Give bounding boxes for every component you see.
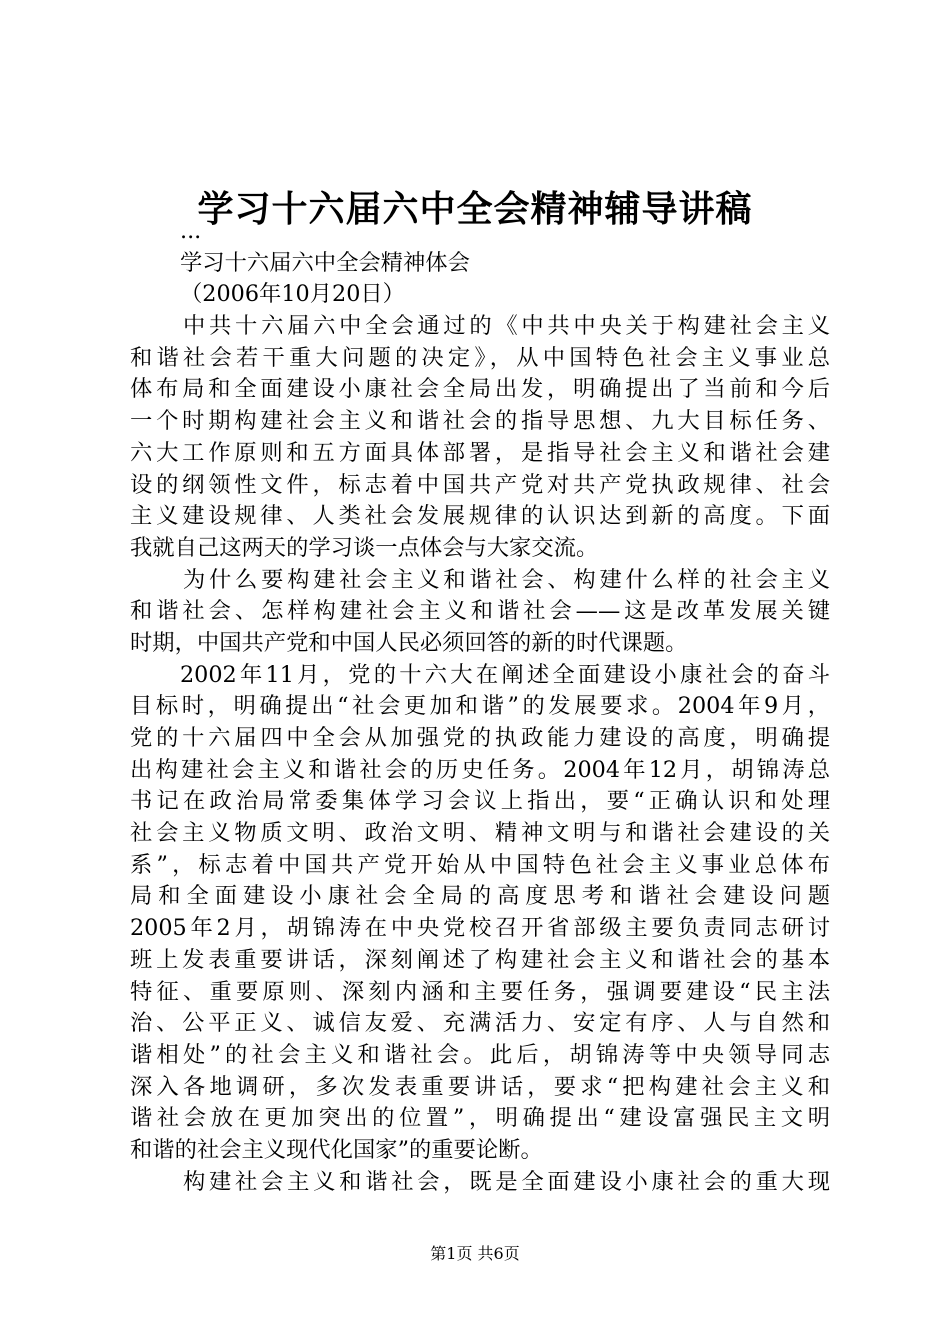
- paragraph-line: 谐社会放在更加突出的位置”，明确提出“建设富强民主文明: [130, 1105, 830, 1132]
- paragraph-line: 书记在政治局常委集体学习会议上指出，要“正确认识和处理: [130, 788, 830, 815]
- paragraph-line: 和谐社会若干重大问题的决定》，从中国特色社会主义事业总: [130, 344, 830, 371]
- paragraph-line: 党的十六届四中全会从加强党的执政能力建设的高度，明确提: [130, 725, 830, 751]
- paragraph-line: 和谐的社会主义现代化国家”的重要论断。: [130, 1136, 543, 1163]
- paragraph-line: 主义建设规律、人类社会发展规律的认识达到新的高度。下面: [130, 503, 830, 530]
- paragraph-line: 局和全面建设小康社会全局的高度思考和谐社会建设问题: [130, 883, 830, 910]
- paragraph-line: 班上发表重要讲话，深刻阐述了构建社会主义和谐社会的基本: [130, 946, 830, 973]
- ellipsis-line: ...: [180, 218, 202, 244]
- paragraph-line: 时期，中国共产党和中国人民必须回答的新的时代课题。: [130, 629, 688, 656]
- paragraph-line: 特征、重要原则、深刻内涵和主要任务，强调要建设“民主法: [130, 978, 830, 1005]
- paragraph-line: 深入各地调研，多次发表重要讲话，要求“把构建社会主义和: [130, 1073, 830, 1100]
- paragraph-line: 出构建社会主义和谐社会的历史任务。2004年12月，胡锦涛总: [130, 756, 830, 783]
- paragraph-line: 2005年2月，胡锦涛在中央党校召开省部级主要负责同志研讨: [130, 915, 830, 942]
- paragraph-line: 系”，标志着中国共产党开始从中国特色社会主义事业总体布: [130, 851, 830, 878]
- paragraph-line: 为什么要构建社会主义和谐社会、构建什么样的社会主义: [183, 566, 830, 593]
- paragraph-line: 和谐社会、怎样构建社会主义和谐社会——这是改革发展关键: [130, 598, 830, 625]
- paragraph-line: 谐相处”的社会主义和谐社会。此后，胡锦涛等中央领导同志: [130, 1041, 830, 1068]
- page-footer: 第1页 共6页: [430, 1244, 520, 1263]
- document-body: [130, 216, 830, 1198]
- paragraph-line: 目标时，明确提出“社会更加和谐”的发展要求。2004年9月，: [130, 693, 830, 720]
- paragraph-line: 社会主义物质文明、政治文明、精神文明与和谐社会建设的关: [130, 820, 830, 847]
- paragraph-line: 设的纲领性文件，标志着中国共产党对共产党执政规律、社会: [130, 471, 830, 498]
- paragraph-line: 体布局和全面建设小康社会全局出发，明确提出了当前和今后: [130, 376, 830, 403]
- paragraph-line: 六大工作原则和五方面具体部署，是指导社会主义和谐社会建: [130, 439, 830, 466]
- paragraph-line: 我就自己这两天的学习谈一点体会与大家交流。: [130, 534, 599, 561]
- paragraph-line: 构建社会主义和谐社会，既是全面建设小康社会的重大现: [183, 1168, 830, 1195]
- paragraph-line: 2002年11月，党的十六大在阐述全面建设小康社会的奋斗: [180, 661, 830, 688]
- subtitle-line: 学习十六届六中全会精神体会: [180, 249, 470, 276]
- document-title: 学习十六届六中全会精神辅导讲稿: [197, 188, 753, 230]
- paragraph-line: 中共十六届六中全会通过的《中共中央关于构建社会主义: [183, 313, 830, 340]
- date-line: （2006年10月20日）: [180, 281, 405, 308]
- paragraph-line: 一个时期构建社会主义和谐社会的指导思想、九大目标任务、: [130, 408, 830, 435]
- paragraph-line: 治、公平正义、诚信友爱、充满活力、安定有序、人与自然和: [130, 1010, 830, 1037]
